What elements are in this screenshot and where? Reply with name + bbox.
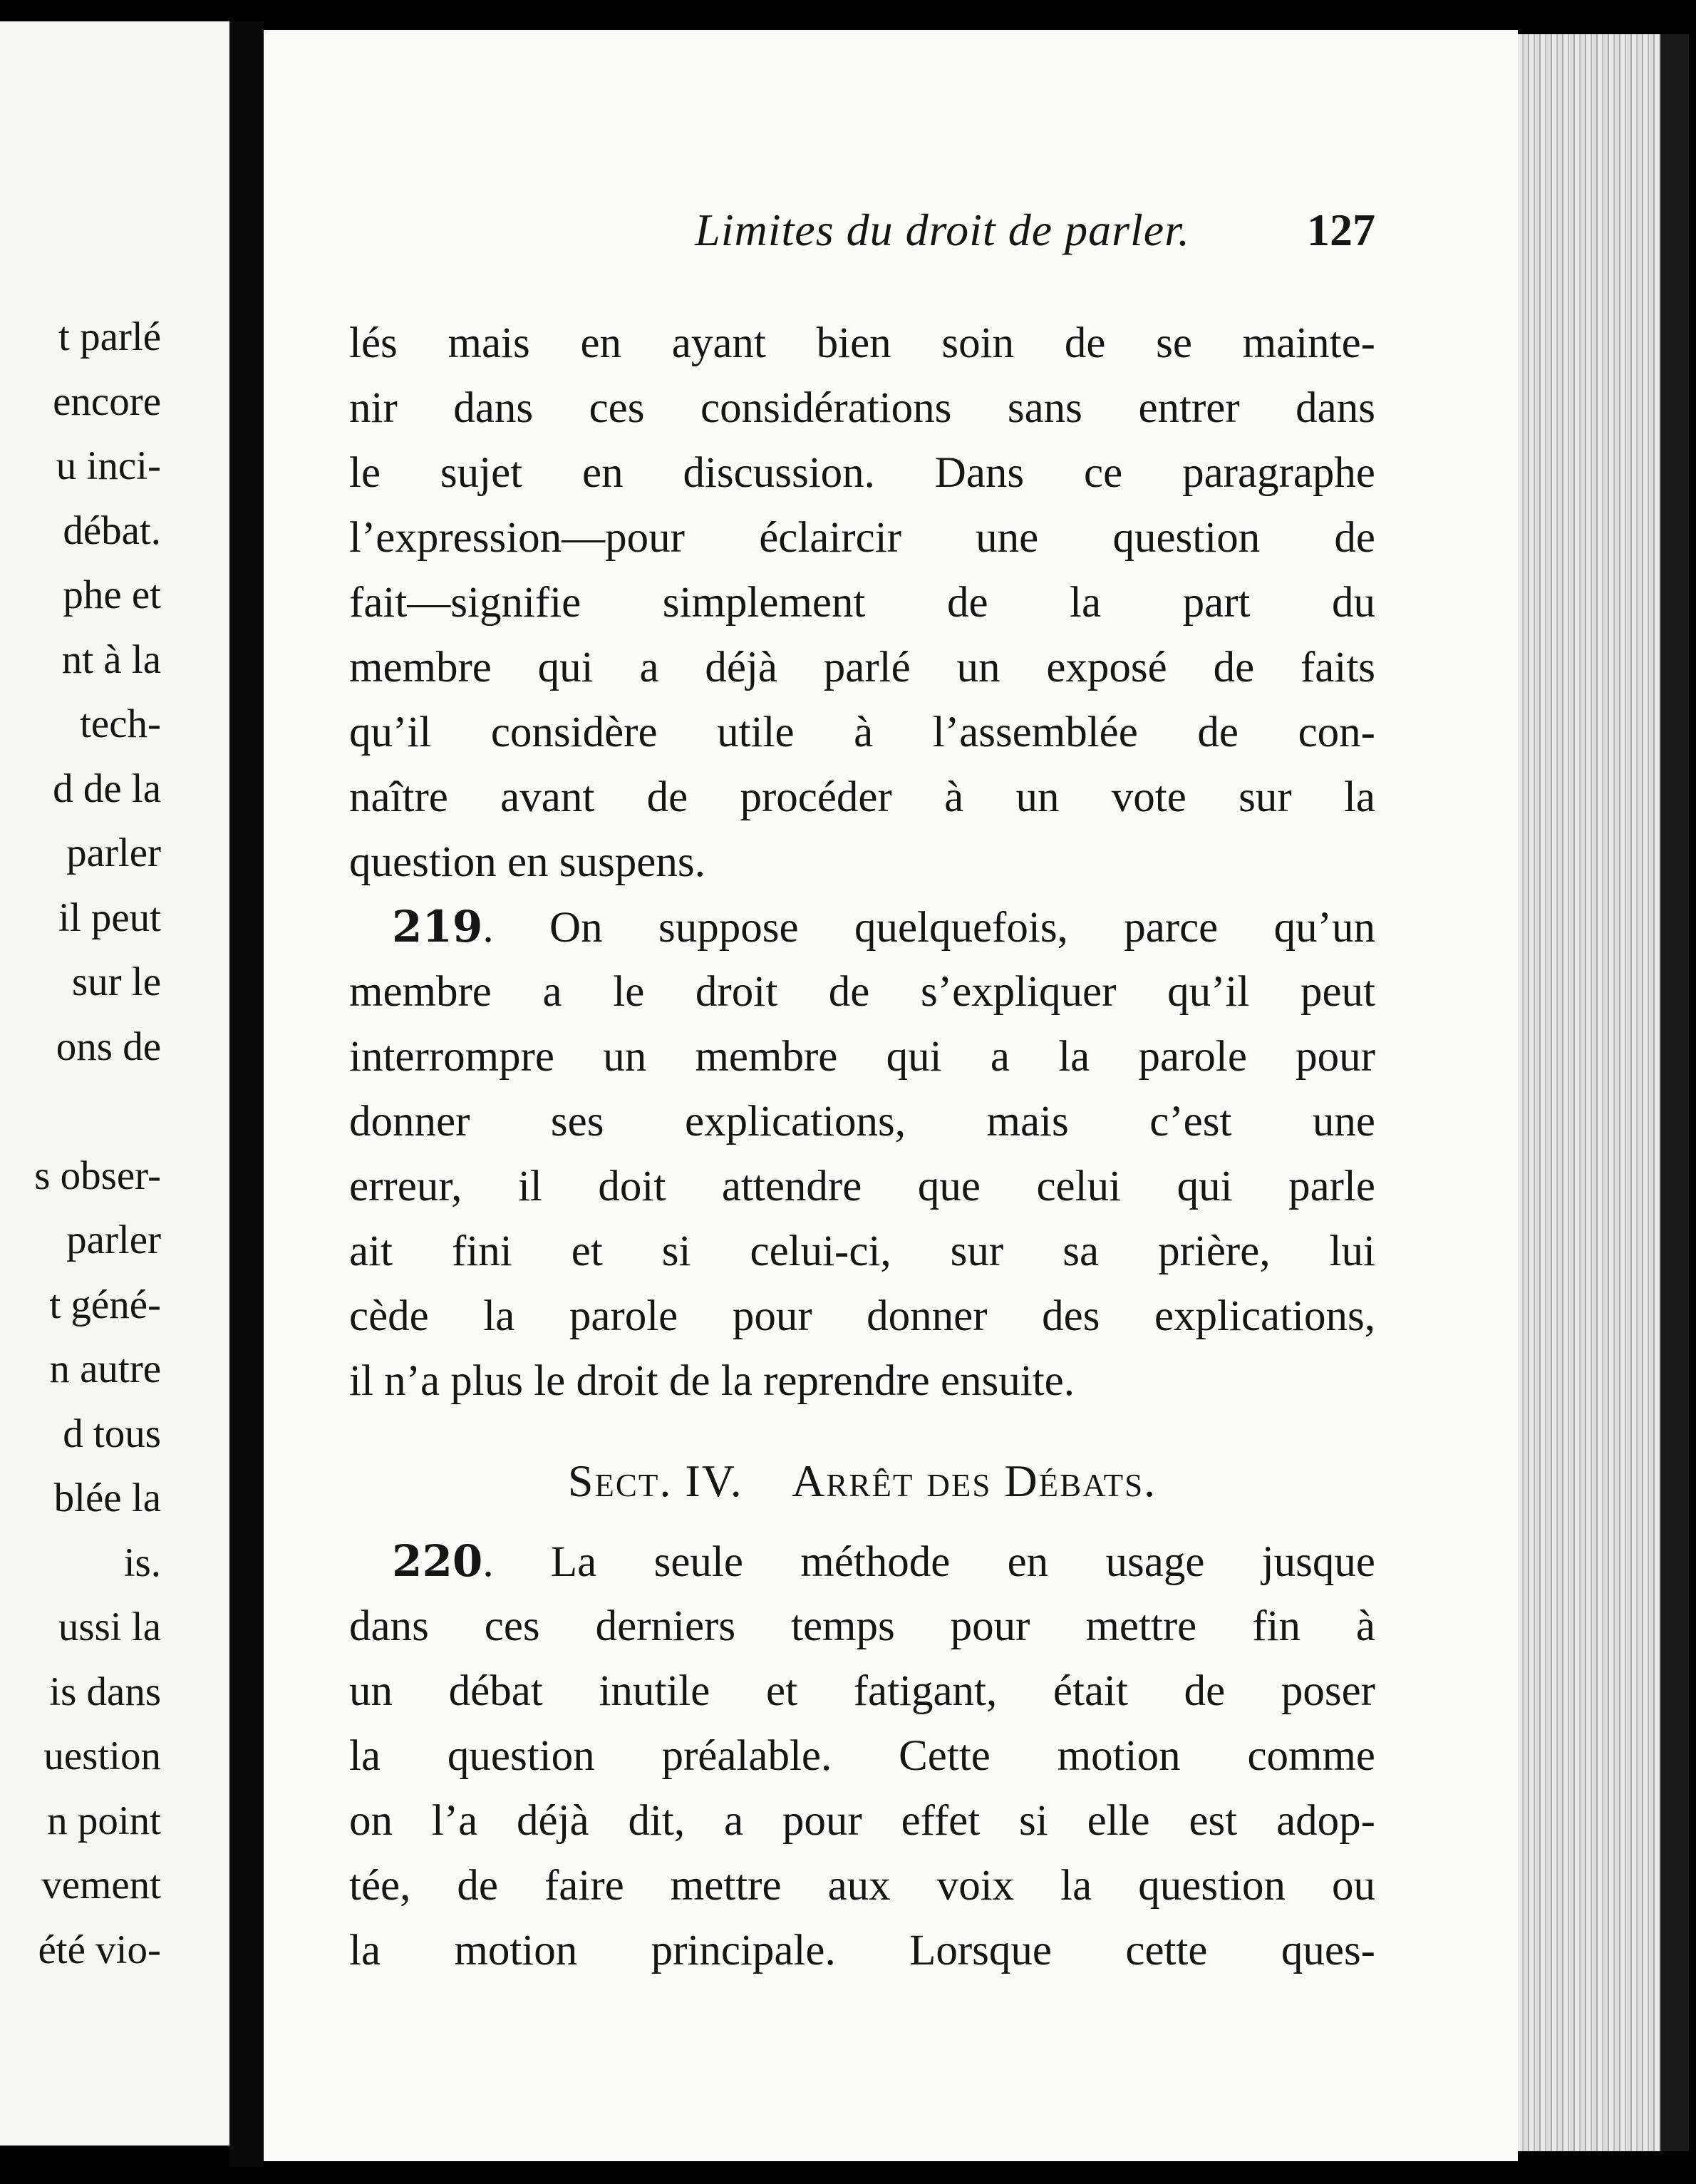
paragraph-continued: [349, 311, 1375, 895]
left-page-line: n autre: [49, 1346, 161, 1391]
text-line: la question préalable. Cette motion comme: [349, 1732, 1375, 1780]
page-header: [264, 198, 1375, 262]
left-facing-page: [0, 21, 229, 2146]
text-line: un débat inutile et fatigant, était de poser: [349, 1667, 1375, 1715]
text-line: qu’il considère utile à l’assemblée de con-: [349, 709, 1375, 756]
text-line: nir dans ces considérations sans entrer dans: [349, 384, 1375, 432]
text-line: la motion principale. Lorsque cette ques-: [349, 1927, 1375, 1974]
left-page-line: ussi la: [58, 1604, 161, 1649]
paragraph-first-line: [349, 1529, 1375, 1594]
page-edges: [1518, 34, 1689, 2151]
paragraph-number: 219: [392, 902, 483, 952]
text-line: ait fini et si celui-ci, sur sa prière, lui: [349, 1227, 1375, 1275]
left-page-line: tech-: [80, 701, 161, 746]
left-page-text: [0, 305, 161, 1982]
left-page-line: été vio-: [38, 1927, 161, 1972]
section-heading: [349, 1435, 1375, 1513]
text-line: erreur, il doit attendre que celui qui parle: [349, 1163, 1375, 1210]
text-line: membre qui a déjà parlé un exposé de faits: [349, 644, 1375, 691]
left-page-line: il peut: [58, 895, 161, 940]
paragraph-number: 220: [392, 1536, 483, 1587]
left-page-line: encore: [53, 378, 161, 424]
text-line: donner ses explications, mais c’est une: [349, 1098, 1375, 1145]
paragraph-219-lines: [349, 959, 1375, 1413]
text-line: cède la parole pour donner des explications,: [349, 1292, 1375, 1340]
left-page-line: blée la: [53, 1475, 161, 1520]
left-page-line: [0, 1079, 161, 1144]
left-page-line: n point: [47, 1798, 161, 1843]
paragraph-first-line: [349, 895, 1375, 959]
left-page-line: parler: [66, 1217, 161, 1262]
text-line: interrompre un membre qui a la parole pour: [349, 1033, 1375, 1081]
paragraph-219: [349, 895, 1375, 1413]
paragraph-first-line-text: . La seule méthode en usage jusque: [482, 1538, 1375, 1586]
main-page: [264, 30, 1518, 2161]
text-line: naître avant de procéder à un vote sur la: [349, 773, 1375, 821]
paragraph-220-lines: [349, 1594, 1375, 1983]
left-page-line: ons de: [56, 1024, 161, 1069]
left-page-line: is.: [123, 1540, 161, 1585]
text-line: le sujet en discussion. Dans ce paragraphe: [349, 449, 1375, 497]
left-page-line: is dans: [49, 1669, 161, 1714]
paragraph-220: [349, 1529, 1375, 1983]
left-page-line: u inci-: [56, 443, 161, 488]
text-line: tée, de faire mettre aux voix la question ou: [349, 1862, 1375, 1910]
left-page-line: vement: [41, 1863, 161, 1907]
left-page-line: sur le: [71, 959, 161, 1004]
left-page-line: t parlé: [58, 314, 161, 359]
text-line: lés mais en ayant bien soin de se mainte-: [349, 319, 1375, 367]
page-number: 127: [1307, 205, 1375, 255]
paragraph-first-line-text: . On suppose quelquefois, parce qu’un: [482, 904, 1375, 952]
running-title: Limites du droit de parler.: [695, 205, 1190, 255]
text-line: fait—signifie simplement de la part du: [349, 579, 1375, 627]
left-page-line: débat.: [63, 508, 161, 553]
left-page-line: phe et: [63, 572, 161, 617]
text-line: l’expression—pour éclaircir une question de: [349, 514, 1375, 562]
left-page-line: s obser-: [34, 1153, 161, 1198]
text-line: il n’a plus le droit de la reprendre ensuite.: [349, 1357, 1075, 1405]
left-page-line: uestion: [43, 1734, 161, 1778]
text-line: dans ces derniers temps pour mettre fin à: [349, 1602, 1375, 1650]
text-line: question en suspens.: [349, 838, 705, 886]
section-number: Sect. IV.: [567, 1456, 743, 1506]
left-page-line: t géné-: [49, 1282, 161, 1327]
book-gutter: [229, 21, 264, 2167]
page-body: [349, 311, 1375, 1983]
text-line: on l’a déjà dit, a pour effet si elle est adop-: [349, 1797, 1375, 1845]
left-page-line: parler: [66, 830, 161, 875]
left-page-line: nt à la: [61, 637, 161, 682]
section-title: Arrêt des Débats.: [792, 1456, 1157, 1506]
text-line: membre a le droit de s’expliquer qu’il peut: [349, 968, 1375, 1016]
left-page-line: d de la: [53, 766, 161, 811]
left-page-line: d tous: [63, 1411, 161, 1456]
